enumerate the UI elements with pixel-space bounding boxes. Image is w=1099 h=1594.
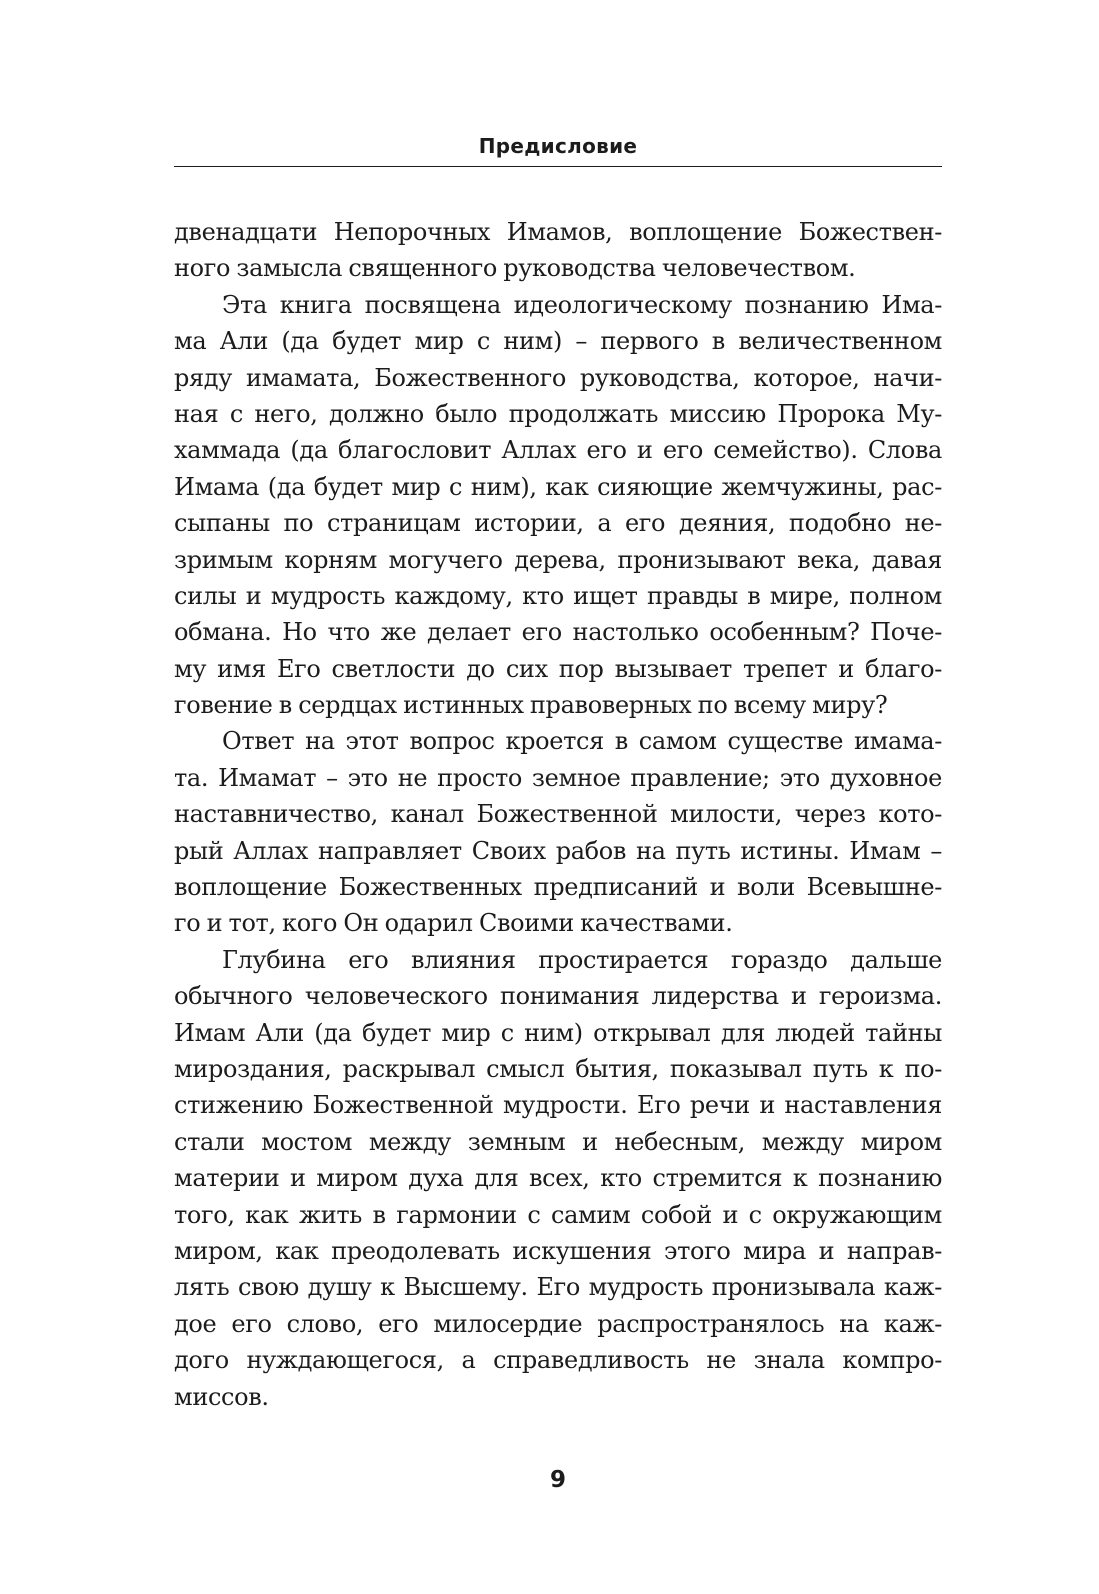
text-line: дого нуждающегося, а справедливость не знала компро- bbox=[174, 1346, 942, 1375]
text-line: мироздания, раскрывал смысл бытия, показывал путь к по- bbox=[174, 1054, 942, 1083]
text-line: зримым корням могучего дерева, пронизывают века, давая bbox=[174, 545, 942, 574]
text-line: му имя Его светлости до сих пор вызывает трепет и благо- bbox=[174, 654, 942, 683]
text-line: та. Имамат – это не просто земное правление; это духовное bbox=[174, 763, 942, 792]
text-line: обычного человеческого понимания лидерства и героизма. bbox=[174, 982, 942, 1011]
text-line: рый Аллах направляет Своих рабов на путь истины. Имам – bbox=[174, 836, 942, 865]
text-line: воплощение Божественных предписаний и воли Всевышне- bbox=[174, 873, 942, 902]
text-line: двенадцати Непорочных Имамов, воплощение Божествен- bbox=[174, 218, 942, 246]
text-line: силы и мудрость каждому, кто ищет правды в мире, полном bbox=[174, 581, 942, 610]
text-line: ная с него, должно было продолжать миссию Пророка Му- bbox=[174, 399, 942, 428]
text-line: хаммада (да благословит Аллах его и его семейство). Слова bbox=[174, 436, 942, 465]
running-header: Предисловие bbox=[478, 134, 638, 158]
text-line: Имама (да будет мир с ним), как сияющие жемчужины, рас- bbox=[174, 472, 942, 501]
text-line: стали мостом между земным и небесным, между миром bbox=[174, 1127, 942, 1156]
text-line: говение в сердцах истинных правоверных по всему миру? bbox=[174, 691, 888, 720]
header-rule bbox=[174, 166, 942, 167]
paragraph bbox=[174, 287, 942, 724]
text-line: того, как жить в гармонии с самим собой и с окружающим bbox=[174, 1200, 942, 1229]
page-number: 9 bbox=[549, 1467, 566, 1493]
text-line: Глубина его влияния простирается гораздо дальше bbox=[222, 945, 942, 974]
paragraph bbox=[174, 723, 942, 941]
text-line: сыпаны по страницам истории, а его деяния, подобно не- bbox=[174, 509, 942, 538]
text-line: лять свою душу к Высшему. Его мудрость пронизывала каж- bbox=[174, 1273, 942, 1302]
text-line: Эта книга посвящена идеологическому познанию Има- bbox=[222, 290, 942, 319]
text-line: наставничество, канал Божественной милости, через кото- bbox=[174, 800, 942, 829]
text-line: стижению Божественной мудрости. Его речи и наставления bbox=[174, 1091, 942, 1120]
paragraph bbox=[174, 214, 942, 287]
text-line: дое его слово, его милосердие распространялось на каж- bbox=[174, 1309, 942, 1338]
text-line: ряду имамата, Божественного руководства, которое, начи- bbox=[174, 363, 942, 392]
text-line: ма Али (да будет мир с ним) – первого в величественном bbox=[174, 327, 942, 356]
text-line: ного замысла священного руководства человечеством. bbox=[174, 254, 856, 283]
text-line: Ответ на этот вопрос кроется в самом существе имама- bbox=[222, 727, 942, 756]
text-line: миром, как преодолевать искушения этого мира и направ- bbox=[174, 1236, 942, 1265]
paragraph bbox=[174, 942, 942, 1415]
text-line: го и тот, кого Он одарил Своими качествами. bbox=[174, 909, 733, 938]
body-text bbox=[174, 214, 942, 1415]
text-line: обмана. Но что же делает его настолько особенным? Поче- bbox=[174, 618, 942, 647]
text-line: миссов. bbox=[174, 1382, 269, 1411]
text-line: материи и миром духа для всех, кто стремится к познанию bbox=[174, 1164, 942, 1193]
text-line: Имам Али (да будет мир с ним) открывал для людей тайны bbox=[174, 1018, 942, 1047]
